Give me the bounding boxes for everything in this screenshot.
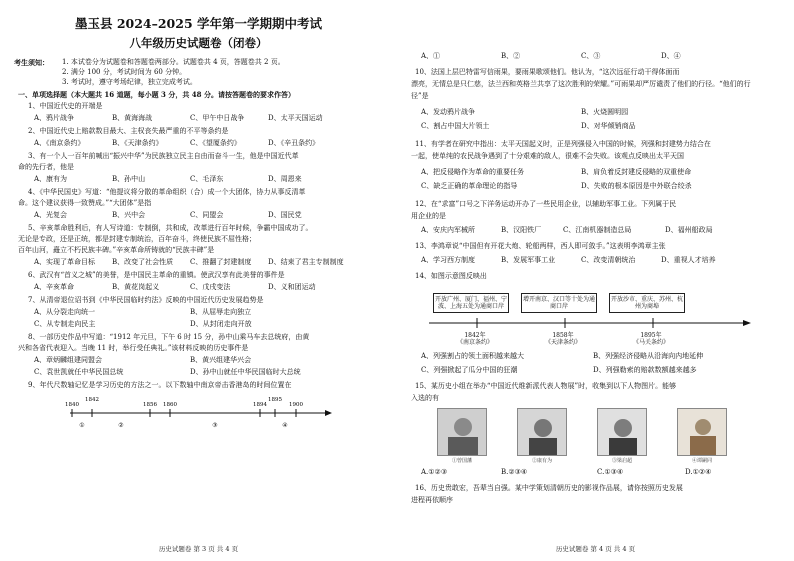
q7-option-b: B、从屈辱走向独立 xyxy=(190,308,252,316)
q11-option-a: A、把反侵略作为革命的重要任务 xyxy=(421,168,525,176)
segment-mark: ① xyxy=(79,422,85,429)
question-10-line-3: 径”是 xyxy=(411,92,429,100)
q7-option-c: C、从专制走向民主 xyxy=(34,320,96,328)
q7-option-d: D、从封闭走向开放 xyxy=(190,320,252,328)
question-3-line-2: 命的先行者，他是 xyxy=(18,163,74,171)
q12-option-d: D、福州船政局 xyxy=(665,226,713,234)
q3-option-c: C、毛泽东 xyxy=(190,175,224,183)
q4-option-b: B、兴中会 xyxy=(112,211,146,219)
q2-option-c: C、《望厦条约》 xyxy=(190,139,241,147)
question-12-line-2: 用企业的是 xyxy=(411,212,446,220)
q12-option-b: B、汉阳铁厂 xyxy=(501,226,542,234)
page-footer-right: 历史试题卷 第 4 页 共 4 页 xyxy=(555,545,636,553)
question-10-line-1: 10、法国上层巴特雷写信雨果，要雨果歌颂他们。他认为，“这次远征行动干得体面而 xyxy=(415,68,680,76)
portrait-caption: ④谭嗣同 xyxy=(691,458,712,464)
q10-option-c: C、割占中国大片领土 xyxy=(421,122,490,130)
q6-option-d: D、义和团运动 xyxy=(268,283,316,291)
q3-option-d: D、周恩来 xyxy=(268,175,302,183)
portrait-caption: ②康有为 xyxy=(531,458,552,464)
q4-option-d: D、国民党 xyxy=(268,211,302,219)
q11-option-b: B、肩负着反封建反侵略的双重使命 xyxy=(581,168,692,176)
question-7: 7、从清帝退位诏书到《中华民国临时约法》反映的中国近代历史发展趋势是 xyxy=(28,296,264,304)
segment-mark: ③ xyxy=(212,422,218,429)
notice-line-3: 3. 考试时，遵守考场纪律，独立完成考试。 xyxy=(62,78,197,86)
question-12-line-1: 12、在“求富”口号之下洋务运动开办了一些民用企业，以辅助军事工业。下列属于民 xyxy=(415,200,677,208)
q12-option-a: A、安庆内军械所 xyxy=(421,226,476,234)
q4-option-a: A、光复会 xyxy=(34,211,68,219)
q10-option-b: B、火烧圆明园 xyxy=(581,108,629,116)
q8-option-d: D、孙中山就任中华民国临时大总统 xyxy=(190,368,301,376)
question-5-line-2: 无论是专政，还是正统，都是封建专制统治，百年奋斗，终使民族不屈性格； xyxy=(18,235,256,243)
q5-option-c: C、推翻了封建制度 xyxy=(190,258,252,266)
question-4-line-2: 命。这个建议获得一致赞成。”“大团体”是指 xyxy=(18,199,152,207)
notice-label: 考生须知： xyxy=(14,58,49,67)
diagram-box-3: 开放沙市、重庆、苏州、杭州为商埠 xyxy=(609,293,685,313)
question-13: 13、李鸿章说“中国但有开花大炮、轮船两样，西人即可敛手。”这表明李鸿章主张 xyxy=(415,242,666,250)
question-14: 14、如图示意图反映出 xyxy=(415,272,487,280)
question-15-line-1: 15、某历史小组在举办“中国近代维新派代表人物展”时，收集到以下人物图片。能够 xyxy=(415,382,677,390)
segment-mark: ④ xyxy=(282,422,288,429)
q13-option-b: B、发展军事工业 xyxy=(501,256,556,264)
q14-option-d: D、列强勒索的赔款数额越来越多 xyxy=(593,366,697,374)
question-10-line-2: 漂亮，无情总是只仁慈，法兰西和英格兰共享了这次胜利的荣耀。”可雨果却严厉谴责了他们的行径。“他们的行 xyxy=(411,80,751,88)
diagram-axis xyxy=(427,316,757,330)
q9-option-b: B、② xyxy=(501,52,521,60)
q14-option-c: C、列强掀起了瓜分中国的狂潮 xyxy=(421,366,518,374)
q13-option-a: A、学习西方制度 xyxy=(421,256,476,264)
q9-option-d: D、④ xyxy=(661,52,681,60)
right-page xyxy=(397,0,794,561)
q2-option-d: D、《辛丑条约》 xyxy=(268,139,320,147)
q5-option-d: D、结束了君主专制制度 xyxy=(268,258,344,266)
q1-option-d: D、太平天国运动 xyxy=(268,114,323,122)
notice-line-2: 2. 满分 100 分，考试时间为 60 分钟。 xyxy=(62,68,187,76)
q11-option-c: C、缺乏正确的革命理论的指导 xyxy=(421,182,518,190)
diagram-label-1: 1842年 《南京条约》 xyxy=(456,332,493,346)
question-16-line-1: 16、历史贵敢宏，吾辈当自强。某中学策划清朝历史的影视作品展，请你按照历史发展 xyxy=(415,484,683,492)
q2-option-a: A、《南京条约》 xyxy=(34,139,85,147)
q8-option-c: C、袁世凯就任中华民国总统 xyxy=(34,368,124,376)
q14-option-a: A、列强割占的领土面积越来越大 xyxy=(421,352,525,360)
q12-option-c: C、江南机器制造总局 xyxy=(563,226,632,234)
question-16-line-2: 进程再依顺序 xyxy=(411,496,453,504)
year-label: 1895 xyxy=(268,397,282,403)
portrait-image xyxy=(517,408,567,456)
year-label: 1842 xyxy=(85,397,99,403)
section-heading: 一、单项选择题（本大题共 16 道题，每小题 3 分，共 48 分。请按答题卷的要求作答） xyxy=(18,90,295,99)
question-5-line-3: 百年山河，矗立不朽民族丰碑。”辛亥革命所铸就的“民族丰碑”是 xyxy=(18,246,215,254)
q15-option-a: A.①②③ xyxy=(421,468,448,476)
question-15-line-2: 入选的有 xyxy=(411,394,439,402)
q9-option-a: A、① xyxy=(421,52,441,60)
q1-option-a: A、鸦片战争 xyxy=(34,114,75,122)
q5-option-a: A、实现了革命目标 xyxy=(34,258,96,266)
exam-title: 墨玉县 2024–2025 学年第一学期期中考试 xyxy=(74,16,323,31)
question-11-line-1: 11、有学者在研究中指出：太平天国起义时，正是列强侵入中国的时候，列强和封建势力结合在 xyxy=(415,140,711,148)
q3-option-a: A、康有为 xyxy=(34,175,68,183)
q5-option-b: B、改变了社会性质 xyxy=(112,258,174,266)
q15-option-c: C.①③④ xyxy=(597,468,624,476)
q13-option-d: D、重视人才培养 xyxy=(661,256,716,264)
page-footer-left: 历史试题卷 第 3 页 共 4 页 xyxy=(158,545,239,553)
year-label: 1894 xyxy=(253,402,267,408)
timeline-arrow xyxy=(325,410,332,416)
portrait-caption: ①曾国藩 xyxy=(451,458,472,464)
q9-option-c: C、③ xyxy=(581,52,601,60)
portrait-caption: ③梁启超 xyxy=(611,458,632,464)
q1-option-c: C、甲午中日战争 xyxy=(190,114,245,122)
diagram-box-1: 开放广州、厦门、福州、宁波、上海五处为通商口岸 xyxy=(433,293,509,313)
q6-option-c: C、戊戌变法 xyxy=(190,283,231,291)
q10-option-d: D、对华倾销商品 xyxy=(581,122,636,130)
diagram-label-3: 1895年 《马关条约》 xyxy=(632,332,669,346)
q8-option-b: B、黄兴组建华兴会 xyxy=(190,356,252,364)
year-label: 1900 xyxy=(289,402,303,408)
portrait-image xyxy=(597,408,647,456)
question-6: 6、武汉有“首义之城”的美誉，是中国民主革命的重镇。使武汉享有此美誉的事件是 xyxy=(28,271,285,279)
notice-line-1: 1. 本试卷分为试题卷和答题卷两部分。试题卷共 4 页，答题卷共 2 页。 xyxy=(62,58,285,66)
year-label: 1860 xyxy=(163,402,177,408)
question-8-line-2: 兴和各省代表迎入。当晚 11 时，举行受任典礼。”该材料反映的历史事件是 xyxy=(18,344,249,352)
portrait-image xyxy=(677,408,727,456)
q9-timeline xyxy=(60,393,340,431)
q8-option-a: A、章炳麟组建同盟会 xyxy=(34,356,103,364)
diagram-label-2: 1858年 《天津条约》 xyxy=(544,332,581,346)
question-2: 2、中国近代史上赔款数目最大、主权丧失最严重的不平等条约是 xyxy=(28,127,229,135)
q2-option-b: B、《天津条约》 xyxy=(112,139,163,147)
year-label: 1856 xyxy=(143,402,157,408)
year-label: 1840 xyxy=(65,402,79,408)
portrait-image xyxy=(437,408,487,456)
q15-option-b: B.②③④ xyxy=(501,468,528,476)
question-9: 9、年代尺数轴记忆是学习历史的方法之一。以下数轴中南京帝击香港岛的时间位置在 xyxy=(28,381,292,389)
q7-option-a: A、从分裂走向统一 xyxy=(34,308,96,316)
q1-option-b: B、黄海海战 xyxy=(112,114,153,122)
q11-option-d: D、失败的根本原因是中外联合绞杀 xyxy=(581,182,692,190)
q13-option-c: C、改变清朝统治 xyxy=(581,256,636,264)
q15-option-d: D.①②④ xyxy=(685,468,712,476)
q6-option-a: A、辛亥革命 xyxy=(34,283,75,291)
q3-option-b: B、孙中山 xyxy=(112,175,146,183)
q4-option-c: C、同盟会 xyxy=(190,211,224,219)
question-8-line-1: 8、一部历史作品中写道：“1912 年元旦，下午 6 时 15 分，孙中山乘马车去总统府，由黄 xyxy=(28,333,310,341)
diagram-box-2: 增开南京、汉口等十处为通商口岸 xyxy=(521,293,597,313)
question-3-line-1: 3、有一个人一百年前喊出“振兴中华”为民族独立民主自由而奋斗一生，他是中国近代革 xyxy=(28,152,299,160)
q10-option-a: A、发动鸦片战争 xyxy=(421,108,476,116)
question-1: 1、中国近代史的开端是 xyxy=(28,102,103,110)
q14-option-b: B、列强经济侵略从沿海向内地延伸 xyxy=(593,352,704,360)
question-11-line-2: 一起，使单纯的农民战争遇到了十分艰难的敌人，很难不会失败。该观点反映出太平天国 xyxy=(411,152,684,160)
exam-subtitle: 八年级历史试题卷（闭卷） xyxy=(129,36,268,50)
segment-mark: ② xyxy=(118,422,124,429)
q6-option-b: B、黄花岗起义 xyxy=(112,283,160,291)
question-4-line-1: 4、《中华民国史》写道：“他提议将分散的革命组织（合）成一个大团体，协力从事反清革 xyxy=(28,188,306,196)
question-5-line-1: 5、辛亥革命胜利后，有人写诗道：专制倒，共和成，改革进行百年时候，争霸中国成功了。 xyxy=(28,224,313,232)
